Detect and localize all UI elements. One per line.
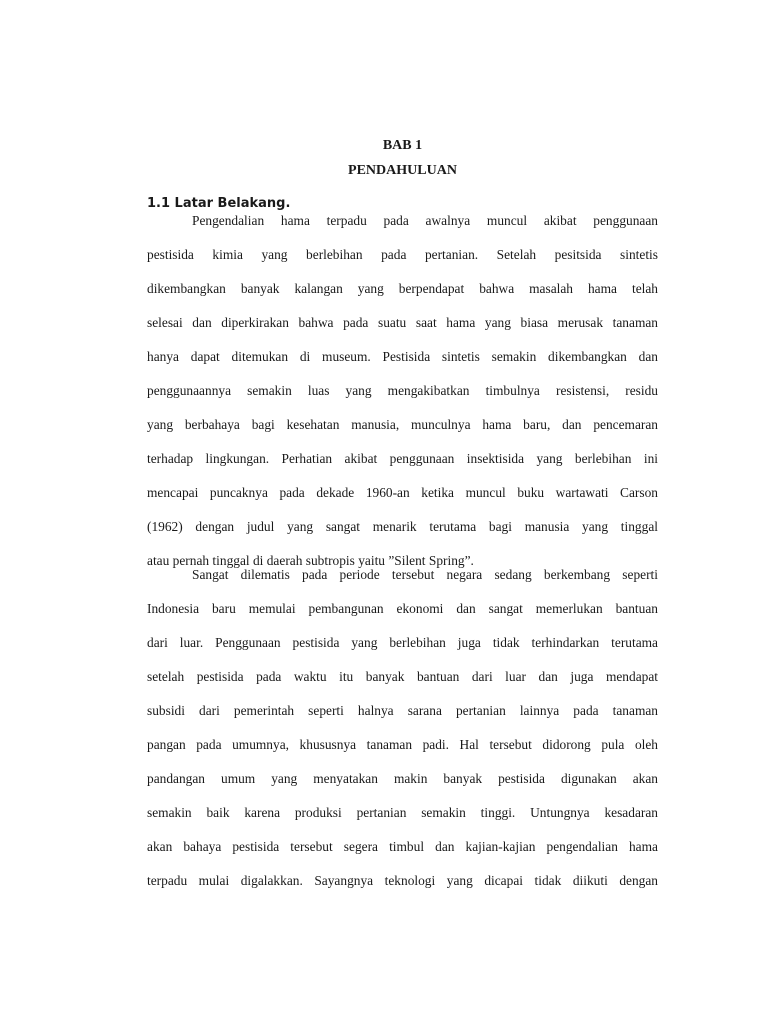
paragraph-line: Sangat dilematis pada periode tersebut negara sedang berkembang seperti <box>192 567 658 582</box>
paragraph-line: (1962) dengan judul yang sangat menarik terutama bagi manusia yang tinggal <box>147 519 658 534</box>
paragraph-line: pandangan umum yang menyatakan makin banyak pestisida digunakan akan <box>147 771 658 786</box>
paragraph-line: atau pernah tinggal di daerah subtropis yaitu ”Silent Spring”. <box>147 553 474 568</box>
paragraph-line: akan bahaya pestisida tersebut segera timbul dan kajian-kajian pengendalian hama <box>147 839 658 854</box>
paragraph-line: Pengendalian hama terpadu pada awalnya muncul akibat penggunaan <box>192 213 658 228</box>
paragraph-line: selesai dan diperkirakan bahwa pada suatu saat hama yang biasa merusak tanaman <box>147 315 658 330</box>
paragraph-line: pangan pada umumnya, khususnya tanaman padi. Hal tersebut didorong pula oleh <box>147 737 658 752</box>
paragraph-1 <box>147 213 658 571</box>
paragraph-line: terpadu mulai digalakkan. Sayangnya teknologi yang dicapai tidak diikuti dengan <box>147 873 658 888</box>
paragraph-line: penggunaannya semakin luas yang mengakibatkan timbulnya resistensi, residu <box>147 383 658 398</box>
paragraph-line: setelah pestisida pada waktu itu banyak bantuan dari luar dan juga mendapat <box>147 669 658 684</box>
paragraph-2 <box>147 567 658 907</box>
section-heading: 1.1 Latar Belakang. <box>147 196 291 211</box>
paragraph-line: semakin baik karena produksi pertanian semakin tinggi. Untungnya kesadaran <box>147 805 658 820</box>
paragraph-line: pestisida kimia yang berlebihan pada pertanian. Setelah pesitsida sintetis <box>147 247 658 262</box>
paragraph-line: subsidi dari pemerintah seperti halnya sarana pertanian lainnya pada tanaman <box>147 703 658 718</box>
paragraph-line: yang berbahaya bagi kesehatan manusia, munculnya hama baru, dan pencemaran <box>147 417 658 432</box>
paragraph-line: hanya dapat ditemukan di museum. Pestisida sintetis semakin dikembangkan dan <box>147 349 658 364</box>
paragraph-line: mencapai puncaknya pada dekade 1960-an ketika muncul buku wartawati Carson <box>147 485 658 500</box>
paragraph-line: Indonesia baru memulai pembangunan ekonomi dan sangat memerlukan bantuan <box>147 601 658 616</box>
paragraph-line: terhadap lingkungan. Perhatian akibat penggunaan insektisida yang berlebihan ini <box>147 451 658 466</box>
paragraph-line: dikembangkan banyak kalangan yang berpendapat bahwa masalah hama telah <box>147 281 658 296</box>
paragraph-line: dari luar. Penggunaan pestisida yang berlebihan juga tidak terhindarkan terutama <box>147 635 658 650</box>
chapter-number: BAB 1 <box>382 138 423 153</box>
chapter-title: PENDAHULUAN <box>348 163 457 178</box>
